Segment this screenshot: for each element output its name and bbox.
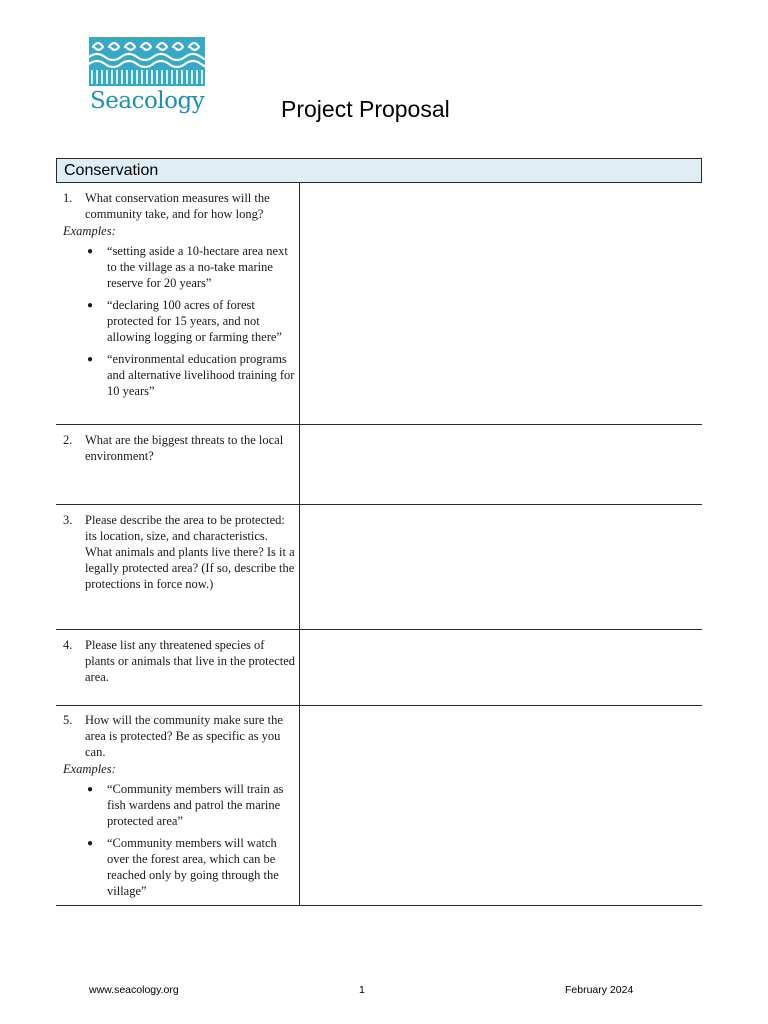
question-cell [56,425,300,504]
question-5 [63,712,295,905]
example-item [63,835,295,899]
question-row [56,425,702,505]
question-cell [56,630,300,705]
question-number: 3. [63,513,73,527]
example-item [63,243,295,291]
question-text: Please list any threatened species of plants or animals that live in the protected area. [85,638,296,684]
bullet-icon: ● [87,838,94,849]
examples-label: Examples: [63,762,116,776]
examples-label: Examples: [63,224,116,238]
question-text: Please describe the area to be protected: its location, size, and characteristics. What animals and plants live there? Is it a legally protected area? (If so, describe the protections in force now.) [85,513,295,591]
question-cell [56,706,300,905]
footer-date: February 2024 [565,984,634,996]
wave-pattern-icon [89,37,205,86]
example-item [63,781,295,829]
document-title: Project Proposal [281,96,450,122]
section-title: Conservation [64,162,159,179]
bullet-icon: ● [87,784,94,795]
examples-list [63,781,295,899]
seacology-logo [89,37,206,119]
question-number: 2. [63,433,73,447]
question-row [56,183,702,425]
question-text: What are the biggest threats to the local environment? [85,433,284,463]
bullet-icon: ● [87,246,94,257]
answer-cell-1[interactable] [300,183,702,424]
answer-cell-3[interactable] [300,505,702,629]
examples-list [63,243,295,399]
question-cell [56,505,300,629]
question-row [56,706,702,906]
example-text: “setting aside a 10-hectare area next to the village as a no-take marine reserve for 20 years” [107,244,288,290]
example-text: “declaring 100 acres of forest protected for 15 years, and not allowing logging or farming there” [107,298,282,344]
bullet-icon: ● [87,300,94,311]
logo-wordmark: Seacology [90,88,205,114]
question-text: How will the community make sure the area is protected? Be as specific as you can. [85,713,283,759]
question-text: What conservation measures will the community take, and for how long? [85,191,270,221]
bullet-icon: ● [87,354,94,365]
question-number: 1. [63,191,73,205]
question-number: 4. [63,638,73,652]
question-number: 5. [63,713,73,727]
answer-cell-2[interactable] [300,425,702,504]
question-row [56,505,702,630]
example-item [63,297,295,345]
section-header [56,158,702,183]
question-cell [56,183,300,424]
question-4 [63,637,295,685]
answer-cell-5[interactable] [300,706,702,905]
answer-cell-4[interactable] [300,630,702,705]
example-text: “environmental education programs and alternative livelihood training for 10 years” [107,352,295,398]
example-text: “Community members will train as fish wardens and patrol the marine protected area” [107,782,284,828]
question-3 [63,512,295,592]
footer-page-number: 1 [359,984,365,996]
example-item [63,351,295,399]
footer-website: www.seacology.org [89,984,179,996]
example-text: “Community members will watch over the forest area, which can be reached only by going through the village” [107,836,279,898]
question-1 [63,190,295,405]
question-row [56,630,702,706]
question-2 [63,432,295,464]
